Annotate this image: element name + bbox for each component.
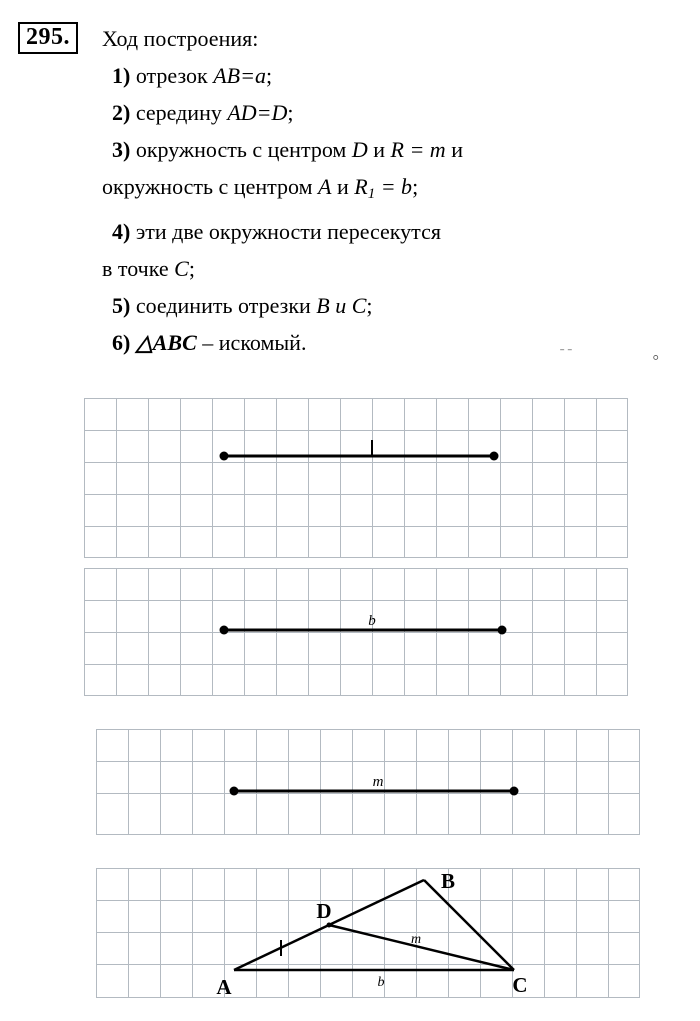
step-3-tail: и [445, 137, 463, 162]
figure-segment-b [84, 568, 628, 696]
text-line-step-4-cont [102, 250, 662, 287]
step-2-tail: ; [287, 100, 294, 125]
step-3-cont-tail: ; [412, 174, 419, 199]
step-4-text: эти две окружности пересекутся [130, 218, 441, 244]
triangle-label-B: B [441, 869, 456, 893]
step-3-number: 3) [112, 137, 131, 162]
text-line-step-3 [112, 131, 662, 168]
step-3-cont-text: окружность с центром [102, 174, 319, 199]
step-3-cont-mid: и [331, 174, 355, 199]
figure-segment-m [96, 729, 640, 835]
step-6-tail: – искомый. [196, 329, 307, 355]
step-4-cont-tail: ; [188, 255, 195, 281]
figure-segment-m-svg [96, 729, 640, 835]
figure-triangle-abc-svg [96, 868, 640, 998]
triangle-label-C: C [512, 973, 528, 997]
step-3-mid: и [367, 137, 391, 162]
figure-triangle-abc [96, 868, 640, 998]
step-5-math: B и C [316, 292, 367, 318]
text-line-step-1 [112, 57, 662, 94]
problem-number: 295. [18, 22, 78, 54]
step-3-cont-math3: = b [375, 174, 413, 199]
step-1-number: 1) [112, 63, 131, 88]
triangle-label-b: b [377, 975, 385, 990]
triangle-label-D: D [316, 899, 332, 923]
step-2-number: 2) [112, 100, 131, 125]
text-line-heading [102, 20, 662, 57]
text-line-step-5 [112, 287, 662, 324]
step-2-math: AD=D [227, 100, 288, 125]
figure-segment-b-label: b [368, 613, 376, 629]
step-3-math2: R = m [390, 137, 446, 162]
figure-segment-a-svg [84, 398, 628, 558]
step-2-text: середину [130, 100, 228, 125]
step-5-number: 5) [112, 292, 131, 318]
step-1-math: AB=a [213, 63, 266, 88]
step-5-text: соединить отрезки [130, 292, 317, 318]
step-4-cont-text: в точке [102, 255, 175, 281]
step-1-text: отрезок [130, 63, 214, 88]
problem-text [102, 20, 662, 361]
figure-segment-b-svg [84, 568, 628, 696]
figure-segment-a [84, 398, 628, 558]
step-5-tail: ; [366, 292, 373, 318]
step-3-text: окружность с центром [130, 137, 352, 162]
step-3-math: D [351, 137, 368, 162]
step-3-cont-math2: R [354, 174, 368, 199]
step-3-cont-sub: 1 [367, 185, 376, 202]
text-line-step-6 [112, 324, 662, 361]
text-line-step-4 [112, 213, 662, 250]
heading-text: Ход построения: [102, 26, 259, 51]
step-3-cont-math: A [318, 174, 332, 199]
stray-mark-1: ˉ ˉ [560, 345, 572, 360]
stray-mark-2: ⸰ [652, 350, 660, 365]
triangle-label-A: A [216, 975, 232, 998]
step-4-cont-math: C [174, 255, 189, 281]
step-1-tail: ; [265, 63, 273, 88]
step-6-number: 6) [112, 329, 131, 355]
text-line-step-3-cont [102, 168, 662, 213]
text-line-step-2 [112, 94, 662, 131]
figure-segment-m-label: m [372, 774, 384, 790]
triangle-label-m: m [410, 932, 422, 947]
step-6-math: △ABC [135, 329, 197, 355]
step-4-number: 4) [112, 218, 131, 244]
